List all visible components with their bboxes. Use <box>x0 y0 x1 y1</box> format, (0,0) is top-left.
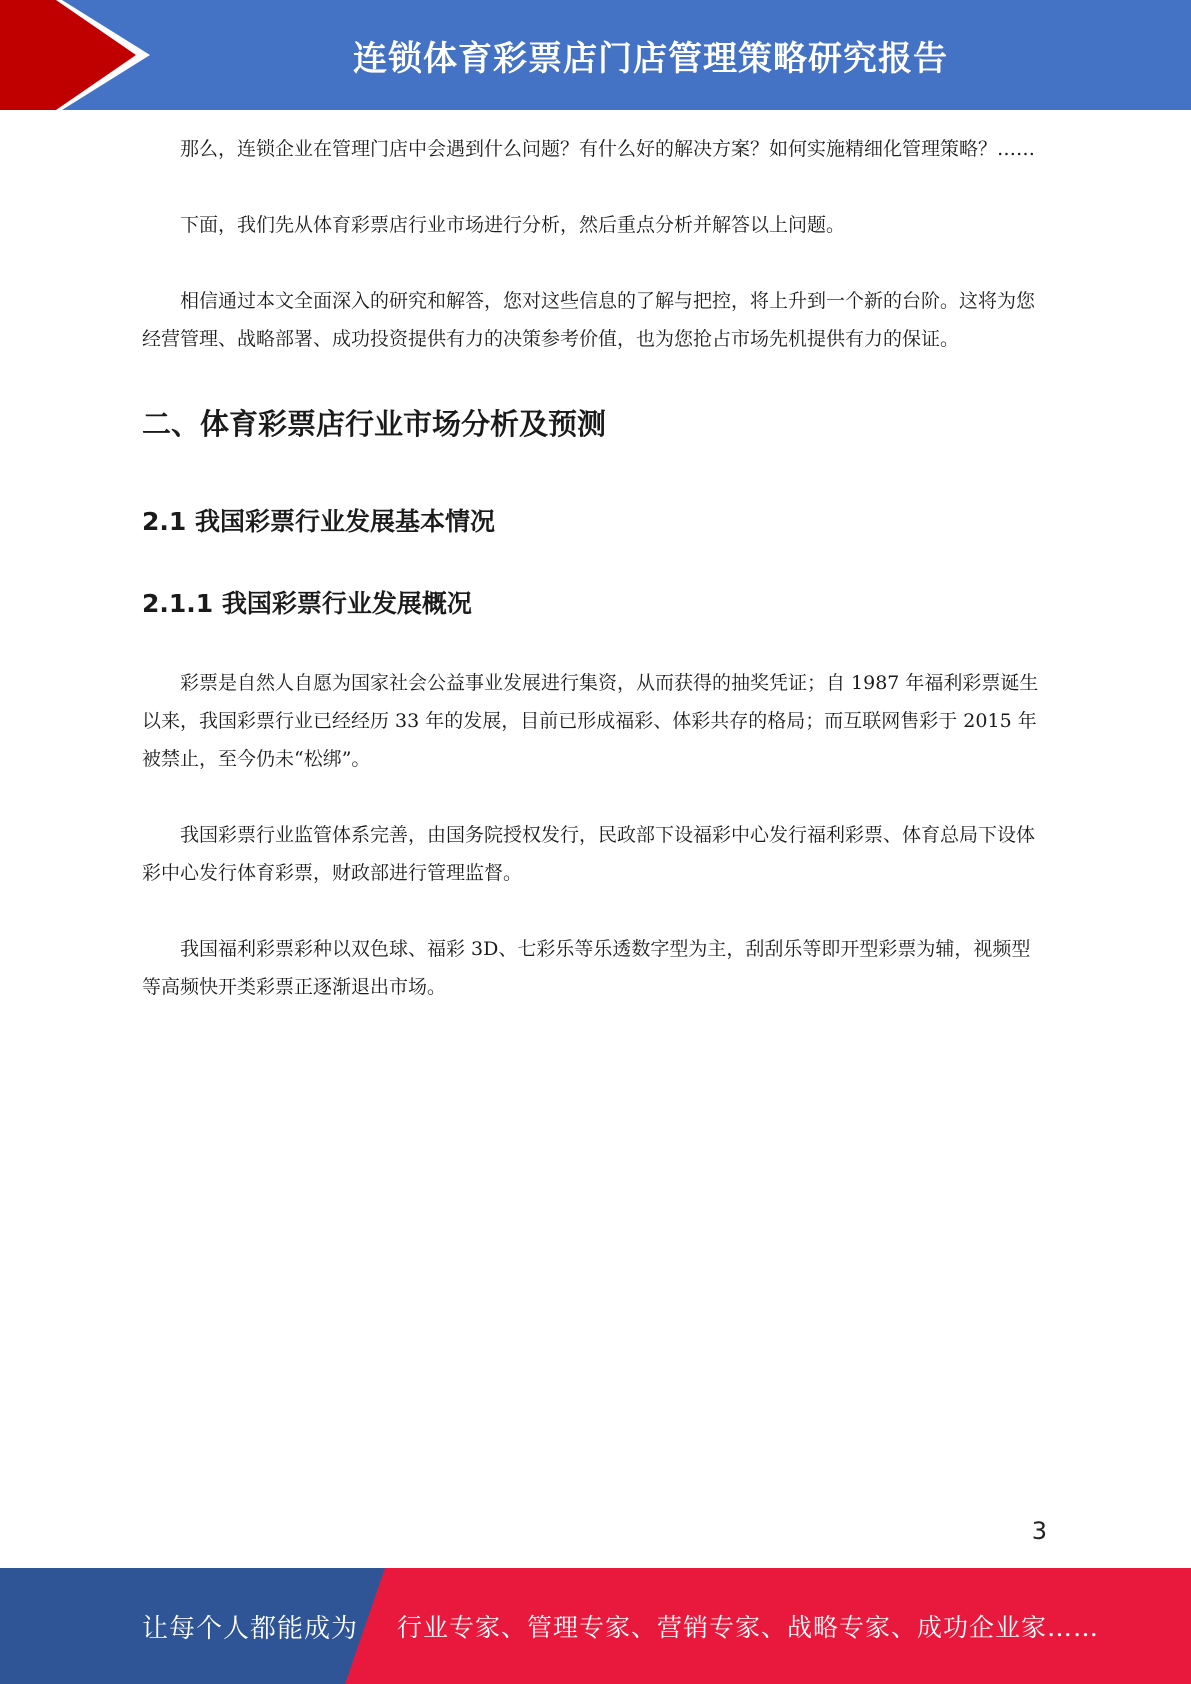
footer-slogan-left: 让每个人都能成为 <box>142 1613 359 1644</box>
section-heading: 二、体育彩票店行业市场分析及预测 <box>142 407 607 441</box>
header-arrow-decoration <box>0 0 150 110</box>
body-paragraph-1: 彩票是自然人自愿为国家社会公益事业发展进行集资，从而获得的抽奖凭证；自 1987 年福利彩票诞生以来，我国彩票行业已经经历 33 年的发展，目前已形成福彩、体彩共存的格局；而互联网售彩于 2015 年被禁止，至今仍未“松绑”。 <box>142 672 1039 770</box>
header-bar <box>0 0 1191 110</box>
document-title: 连锁体育彩票店门店管理策略研究报告 <box>353 38 948 79</box>
intro-paragraph-3: 相信通过本文全面深入的研究和解答，您对这些信息的了解与把控，将上升到一个新的台阶。这将为您经营管理、战略部署、成功投资提供有力的决策参考价值，也为您抢占市场先机提供有力的保证。 <box>142 290 1036 350</box>
intro-paragraph-1: 那么，连锁企业在管理门店中会遇到什么问题？有什么好的解决方案？如何实施精细化管理策略？…… <box>180 138 1036 160</box>
body-paragraph-2: 我国彩票行业监管体系完善，由国务院授权发行，民政部下设福彩中心发行福利彩票、体育总局下设体彩中心发行体育彩票，财政部进行管理监督。 <box>142 824 1036 884</box>
page-number: 3 <box>1031 1517 1047 1545</box>
footer-bar <box>0 1568 1191 1684</box>
body-paragraph-3: 我国福利彩票彩种以双色球、福彩 3D、七彩乐等乐透数字型为主，刮刮乐等即开型彩票为辅，视频型等高频快开类彩票正逐渐退出市场。 <box>142 938 1031 998</box>
intro-paragraph-2: 下面，我们先从体育彩票店行业市场进行分析，然后重点分析并解答以上问题。 <box>180 214 846 236</box>
footer-slogan-right: 行业专家、管理专家、营销专家、战略专家、成功企业家…… <box>397 1613 1100 1642</box>
document-body <box>142 130 1047 1044</box>
subsection-heading: 2.1 我国彩票行业发展基本情况 <box>142 507 495 536</box>
subsubsection-heading: 2.1.1 我国彩票行业发展概况 <box>142 589 472 618</box>
